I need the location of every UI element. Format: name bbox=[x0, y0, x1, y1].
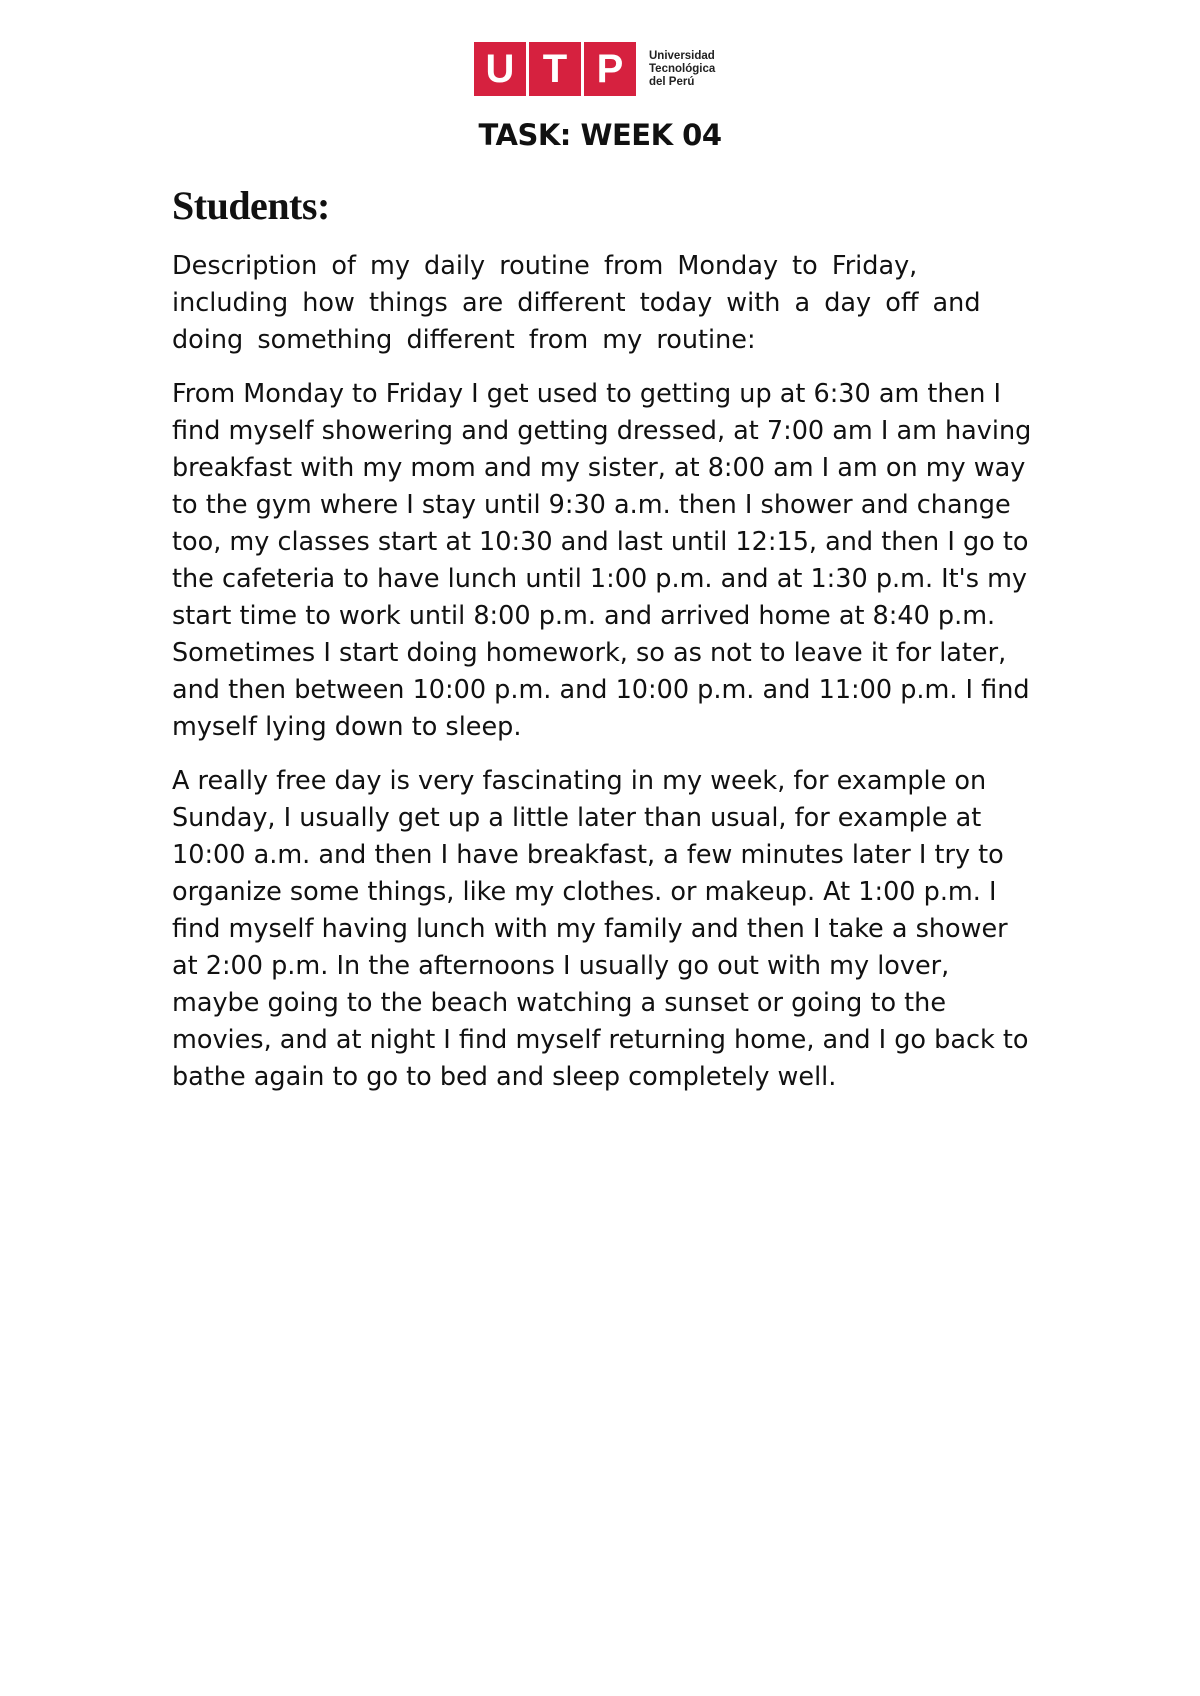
logo-letter-p: P bbox=[584, 42, 636, 96]
utp-logo bbox=[474, 42, 715, 96]
logo-university-name bbox=[649, 50, 715, 89]
logo-name-line-2: Tecnológica bbox=[649, 62, 716, 75]
task-title: TASK: WEEK 04 bbox=[478, 118, 722, 152]
students-heading: Students: bbox=[172, 183, 330, 228]
logo-letter-u: U bbox=[474, 42, 526, 96]
intro-paragraph: Description of my daily routine from Monday to Friday, including how things are different today with a day off and doing something different from my routine: bbox=[172, 251, 981, 355]
logo-name-line-3: del Perú bbox=[649, 75, 695, 88]
logo-letter-t: T bbox=[529, 42, 581, 96]
day-off-paragraph: A really free day is very fascinating in my week, for example on Sunday, I usually get up a little later than usual, for example at 10:00 a.m. and then I have breakfast, a few minutes later I try to organize some things, like my clothes. or makeup. At 1:00 p.m. I find myself having lunch with my family and then I take a shower at 2:00 p.m. In the afternoons I usually go out with my lover, maybe going to the beach watching a sunset or going to the movies, and at night I find myself returning home, and I go back to bathe again to go to bed and sleep completely well. bbox=[172, 766, 1029, 1092]
logo-name-line-1: Universidad bbox=[649, 49, 715, 62]
document-body bbox=[172, 248, 1032, 1113]
weekday-routine-paragraph: From Monday to Friday I get used to getting up at 6:30 am then I find myself showering and getting dressed, at 7:00 am I am having breakfast with my mom and my sister, at 8:00 am I am on my way to the gym where I stay until 9:30 a.m. then I shower and change too, my classes start at 10:30 and last until 12:15, and then I go to the cafeteria to have lunch until 1:00 p.m. and at 1:30 p.m. It's my start time to work until 8:00 p.m. and arrived home at 8:40 p.m. Sometimes I start doing homework, so as not to leave it for later, and then between 10:00 p.m. and 10:00 p.m. and 11:00 p.m. I find myself lying down to sleep. bbox=[172, 379, 1032, 742]
